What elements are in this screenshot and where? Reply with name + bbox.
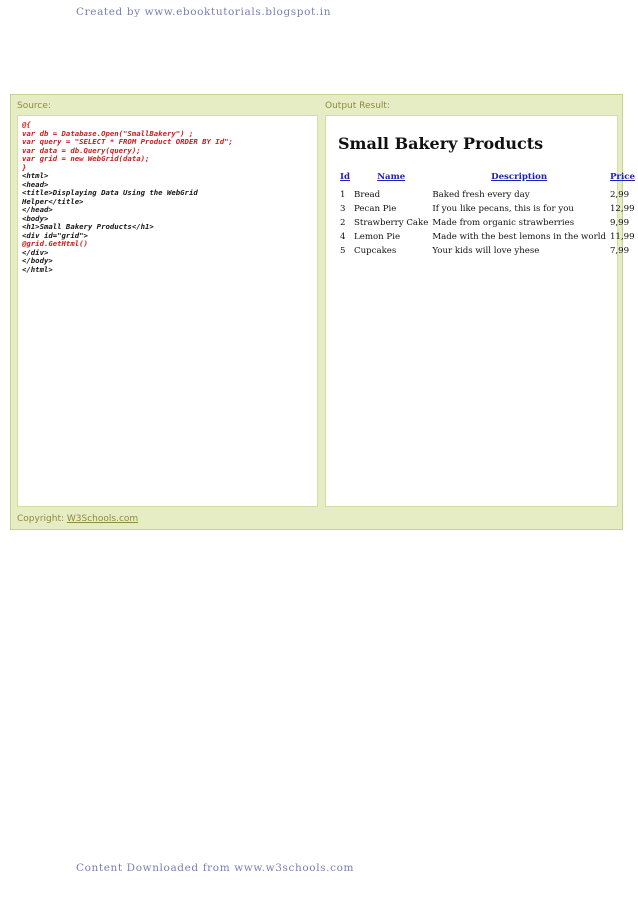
table-row [338,216,637,230]
cell-name: Pecan Pie [354,204,397,214]
header-credit: Created by www.ebooktutorials.blogspot.in [76,6,332,18]
copyright-label: Copyright: [17,514,65,524]
column-header-price[interactable]: Price [609,172,635,182]
source-label: Source: [17,101,51,111]
cell-description: Made from organic strawberries [432,218,575,228]
code-line: var data = db.Query(query); [22,145,141,155]
code-line: </html> [22,264,53,274]
products-grid [338,172,637,258]
output-label: Output Result: [325,101,390,111]
footer-credit: Content Downloaded from www.w3schools.com [76,862,355,874]
table-row [338,188,637,202]
cell-name: Bread [354,190,381,200]
cell-id: 1 [340,190,346,200]
cell-price: 9,99 [609,218,630,228]
code-line: var grid = new WebGrid(data); [22,154,150,163]
code-line: @grid.GetHtml() [22,239,88,248]
table-row [338,244,637,258]
copyright-link[interactable]: W3Schools.com [66,514,139,524]
cell-id: 2 [340,218,346,228]
code-line: <title>Displaying Data Using the WebGrid [22,188,198,197]
source-code-box [17,115,318,507]
cell-name: Lemon Pie [354,232,401,242]
cell-price: 12,99 [609,204,635,214]
cell-id: 4 [340,232,346,242]
cell-price: 11,99 [609,232,635,242]
code-line: </div> [22,247,49,257]
output-result-box [325,115,635,507]
source-code [18,116,317,274]
cell-name: Strawberry Cake [354,218,429,228]
column-header-description[interactable]: Description [491,172,548,182]
code-line: var db = Database.Open("SmallBakery") ; [22,128,194,138]
code-line: @{ [22,120,31,129]
code-line: var query = "SELECT * FROM Product ORDER BY Id"; [22,137,233,146]
column-header-id[interactable]: Id [340,172,351,182]
grid-header-row [338,172,637,188]
cell-description: Baked fresh every day [432,190,530,200]
cell-price: 2,99 [609,190,630,200]
cell-name: Cupcakes [354,246,397,256]
code-line: <body> [22,213,49,223]
cell-description: Your kids will love yhese [432,246,540,256]
grid-body [338,188,637,258]
table-row [338,202,637,216]
cell-price: 7,99 [609,246,630,256]
cell-id: 5 [340,246,346,256]
code-line: Helper</title> [22,196,84,206]
cell-description: Made with the best lemons in the world [432,232,606,242]
code-line: <h1>Small Bakery Products</h1> [22,222,154,231]
cell-id: 3 [340,204,346,214]
example-panel [10,94,635,530]
code-line: <head> [22,179,49,189]
cell-description: If you like pecans, this is for you [432,204,574,214]
code-line: <div id="grid"> [22,230,88,240]
code-line: </head> [22,205,53,214]
output-title: Small Bakery Products [338,134,544,153]
copyright [17,514,138,524]
table-row [338,230,637,244]
code-line: </body> [22,256,53,265]
column-header-name[interactable]: Name [377,172,406,182]
code-line: <html> [22,171,49,180]
code-line: } [22,162,27,172]
